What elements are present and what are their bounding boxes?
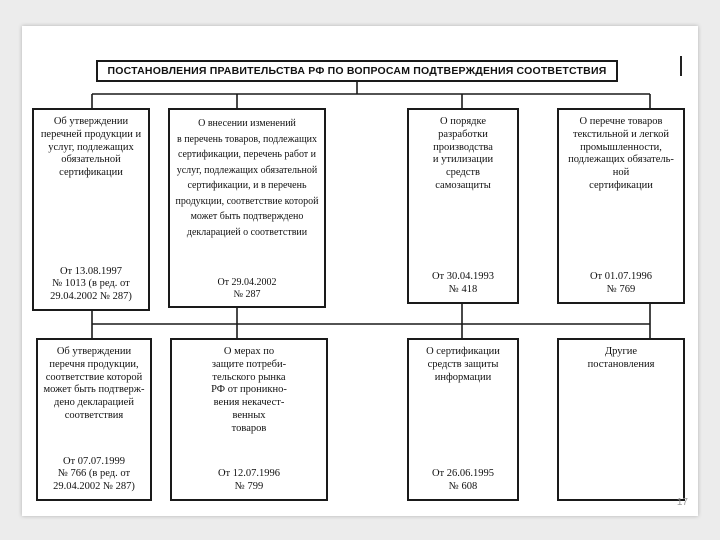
decree-date: От 01.07.1996 № 769	[589, 271, 653, 296]
decree-box-608	[407, 338, 519, 501]
decree-date: От 12.07.1996 № 799	[217, 468, 281, 493]
decree-name: О внесении изменений в перечень товаров, подлежащих сертификации, перечень работ и услуг, подлежащих обязательной сертификации, и в перечень продукции, соответствие которой может быть подтверждено декларацией о соответствии	[175, 118, 319, 238]
decree-date: От 26.06.1995 № 608	[431, 468, 495, 493]
slide	[22, 26, 698, 516]
decree-name: О мерах по защите потреби- тельского рынка РФ от проникно- вения некачест- венных товаров	[211, 346, 287, 434]
decree-name: Об утверждении перечня продукции, соответствие которой может быть подтверж- дено декларацией соответствия	[43, 346, 145, 421]
decree-date: От 30.04.1993 № 418	[431, 271, 495, 296]
decree-box-766	[36, 338, 152, 501]
decree-name: О порядке разработки производства и утилизации средств самозащиты	[432, 116, 494, 191]
decree-box-1013	[32, 108, 150, 311]
page-number: 17	[676, 497, 688, 508]
decree-box-287	[168, 108, 326, 308]
decree-date: От 07.07.1999 № 766 (в ред. от 29.04.2002 № 287)	[53, 455, 135, 493]
decree-box-799	[170, 338, 328, 501]
edge-mark	[680, 56, 682, 76]
decree-box-769	[557, 108, 685, 304]
other-decrees-box	[557, 338, 685, 501]
decree-date: От 29.04.2002 № 287	[217, 276, 277, 300]
decree-name: О перечне товаров текстильной и легкой промышленности, подлежащих обязатель- ной сертификации	[568, 116, 674, 191]
decree-name: О сертификации средств защиты информации	[426, 346, 500, 383]
decree-date: От 13.08.1997 № 1013 (в ред. от 29.04.2002 № 287)	[50, 265, 132, 303]
diagram-title: ПОСТАНОВЛЕНИЯ ПРАВИТЕЛЬСТВА РФ ПО ВОПРОСАМ ПОДТВЕРЖДЕНИЯ СООТВЕТСТВИЯ	[96, 60, 618, 82]
decree-name: Другие постановления	[587, 346, 655, 370]
decree-name: Об утверждении перечней продукции и услуг, подлежащих обязательной сертификации	[40, 116, 142, 179]
decree-box-418	[407, 108, 519, 304]
